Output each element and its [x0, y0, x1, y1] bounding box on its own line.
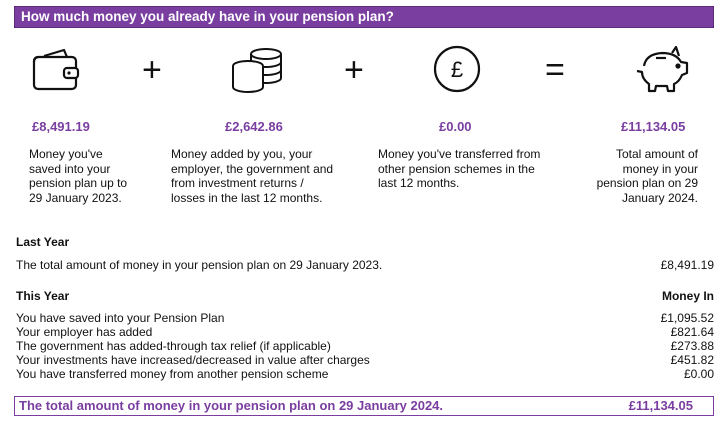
saved-amount: £8,491.19 [32, 119, 90, 134]
plus-operator-1: + [142, 51, 162, 89]
total-description: Total amount of money in your pension plan on 29 January 2024. [596, 147, 698, 205]
table-row [16, 311, 714, 325]
table-row [16, 353, 714, 367]
added-amount: £2,642.86 [225, 119, 283, 134]
coins-icon [228, 44, 286, 96]
svg-text:£: £ [450, 57, 464, 82]
row-label: You have saved into your Pension Plan [16, 311, 225, 325]
row-value: £0.00 [683, 367, 714, 381]
row-label: You have transferred money from another pension scheme [16, 367, 329, 381]
total-value: £11,134.05 [628, 398, 693, 413]
row-label: The government has added-through tax relief (if applicable) [16, 339, 331, 353]
row-value: £1,095.52 [660, 311, 714, 325]
money-in-heading: Money In [661, 289, 714, 303]
row-label: Your employer has added [16, 325, 153, 339]
transferred-amount: £0.00 [439, 119, 472, 134]
pound-icon [432, 44, 482, 94]
total-summary-box [14, 396, 714, 416]
table-row [16, 367, 714, 381]
row-value: £451.82 [670, 353, 714, 367]
equals-operator: = [545, 51, 565, 89]
row-value: £821.64 [670, 325, 714, 339]
wallet-icon [30, 46, 82, 94]
this-year-heading: This Year [16, 289, 70, 303]
total-label: The total amount of money in your pension plan on 29 January 2024. [19, 398, 444, 413]
last-year-heading: Last Year [16, 235, 70, 249]
piggy-bank-icon [632, 44, 692, 96]
plus-operator-2: + [344, 51, 364, 89]
added-description: Money added by you, your employer, the government and from investment returns / losses in the last 12 months. [171, 147, 334, 205]
section-title: How much money you already have in your pension plan? [14, 6, 714, 28]
this-year-header [16, 289, 714, 303]
last-year-row [16, 258, 714, 272]
last-year-value: £8,491.19 [660, 258, 714, 272]
total-amount: £11,134.05 [621, 119, 686, 134]
row-value: £273.88 [670, 339, 714, 353]
transferred-description: Money you've transferred from other pension schemes in the last 12 months. [378, 147, 541, 190]
row-label: Your investments have increased/decreased in value after charges [16, 353, 370, 367]
last-year-label: The total amount of money in your pension plan on 29 January 2023. [16, 258, 383, 272]
table-row [16, 339, 714, 353]
table-row [16, 325, 714, 339]
saved-description: Money you've saved into your pension plan up to 29 January 2023. [29, 147, 128, 205]
